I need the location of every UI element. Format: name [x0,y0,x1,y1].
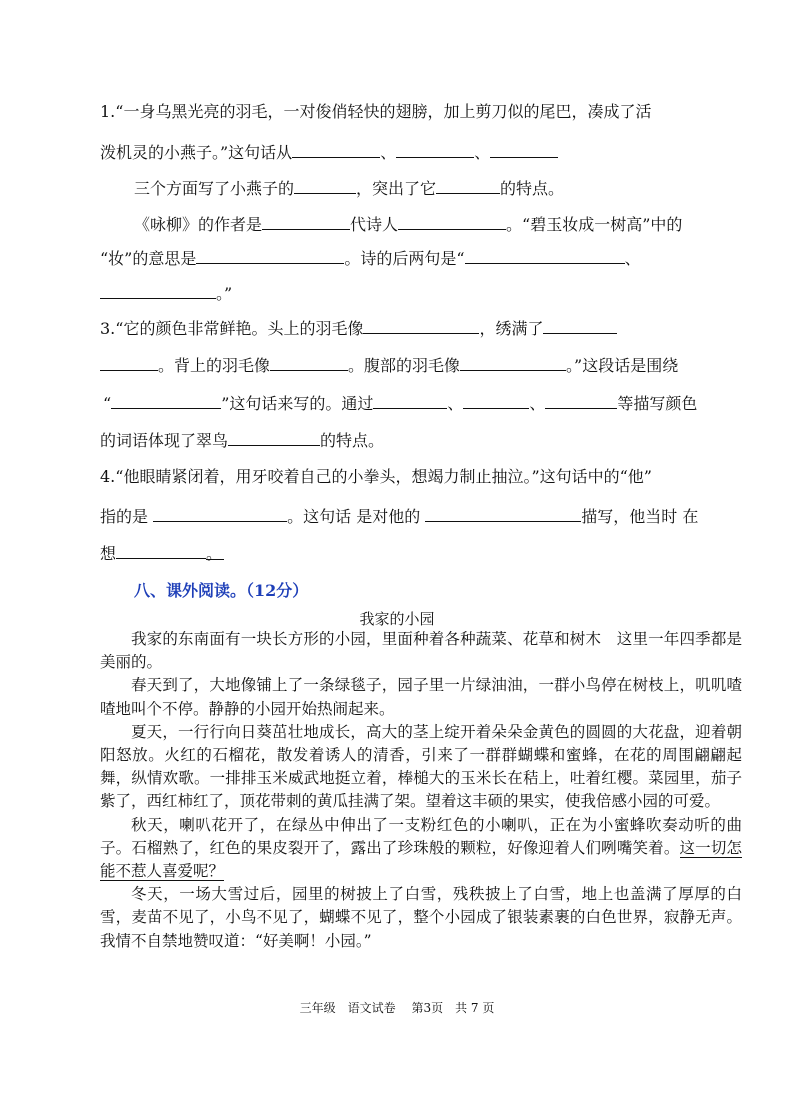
answer-blank[interactable] [116,543,206,559]
question-1-line-3: 三个方面写了小燕子的 ，突出了它 的特点。 [134,179,565,198]
answer-blank[interactable] [373,393,447,409]
question-3-line-1: 3.“它的颜色非常鲜艳。头上的羽毛像 ，绣满了 [100,318,745,339]
answer-blank[interactable] [396,142,474,158]
paragraph-summer: 夏天，一行行向日葵茁壮地成长，高大的茎上绽开着朵朵金黄色的圆圆的大花盘，迎着朝阳怒放。火红的石榴花，散发着诱人的清香，引来了一群群蝴蝶和蜜蜂，在花的周围翩翩起舞，纵情欢歌。一排排玉米威武地挺立着，棒槌大的玉米长在秸上，吐着红樱。菜园里，茄子紫了，西红柿红了，顶花带刺的黄瓜挂满了架。望着这丰硕的果实，使我倍感小园的可爱。 [100,722,742,811]
section-8-title: 八、课外阅读。（12分） [134,581,309,600]
question-4-line-2: 指的是 。这句话 是对他的 描写，他当时 在 [100,507,699,526]
answer-blank[interactable] [196,248,344,264]
underlined-sentence: 这一切怎能不惹人喜爱呢？ [100,838,742,881]
answer-blank[interactable] [425,506,581,522]
page-footer: 三年级 语文试卷 第3页 共 7 页 [299,1001,495,1015]
answer-blank[interactable] [398,214,506,230]
paragraph-spring: 春天到了，大地像铺上了一条绿毯子，园子里一片绿油油，一群小鸟停在树枝上，叽叽喳喳地叫个不停。静静的小园开始热闹起来。 [100,676,742,718]
answer-blank[interactable] [111,393,221,409]
reading-passage [100,628,742,953]
answer-blank[interactable] [460,355,566,371]
answer-blank-end: 。 [206,544,223,563]
answer-blank[interactable] [100,355,158,371]
paragraph-intro: 我家的东南面有一块长方形的小园，里面种着各种蔬菜、花草和树木 这里一年四季都是美丽的。 [100,630,742,672]
question-3-line-4: 的词语体现了翠鸟 的特点。 [100,431,385,450]
paragraph-autumn: 秋天，喇叭花开了，在绿丛中伸出了一支粉红色的小喇叭，正在为小蜜蜂吹奏动听的曲子。石榴熟了，红色的果皮裂开了，露出了珍珠般的颗粒，好像迎着人们咧嘴笑着。这一切怎能不惹人喜爱呢？ [100,815,742,881]
answer-blank[interactable] [270,355,348,371]
answer-blank[interactable] [465,248,625,264]
answer-blank[interactable] [153,506,287,522]
question-2-line-1: 《咏柳》的作者是 代诗人 。“碧玉妆成一树高”中的 [134,215,683,234]
question-3-line-2: 。背上的羽毛像 。腹部的羽毛像 。”这段话是围绕 [100,355,745,376]
paragraph-winter: 冬天，一场大雪过后，园里的树披上了白雪，残秩披上了白雪，地上也盖满了厚厚的白雪，麦苗不见了，小鸟不见了，蝴蝶不见了，整个小园成了银装素裹的白色世界，寂静无声。我情不自禁地赞叹道：“好美啊！小园。” [100,885,742,950]
answer-blank[interactable] [228,430,320,446]
answer-blank[interactable] [292,142,380,158]
question-2-line-3: 。” [100,283,745,304]
answer-blank[interactable] [463,393,529,409]
answer-blank[interactable] [436,178,500,194]
story-title: 我家的小园 [359,610,435,628]
question-4-line-3: 想 。 [100,544,223,563]
answer-blank[interactable] [490,142,558,158]
answer-blank[interactable] [545,393,617,409]
question-1-line-2: 泼机灵的小燕子。”这句话从 、 、 [100,142,745,163]
question-2-line-2: “妆”的意思是 。诗的后两句是“ 、 [100,249,641,268]
answer-blank[interactable] [543,318,617,334]
question-3-line-3: “ ”这句话来写的。通过 、 、 等描写颜色 [103,394,698,413]
question-1-line-1: 1.“一身乌黑光亮的羽毛，一对俊俏轻快的翅膀，加上剪刀似的尾巴，凑成了活 [100,102,652,121]
question-4-line-1: 4.“他眼睛紧闭着，用牙咬着自己的小拳头，想竭力制止抽泣。”这句话中的“他” [100,467,652,486]
answer-blank[interactable] [294,178,356,194]
answer-blank[interactable] [363,318,479,334]
answer-blank[interactable] [262,214,350,230]
answer-blank[interactable] [100,283,216,299]
